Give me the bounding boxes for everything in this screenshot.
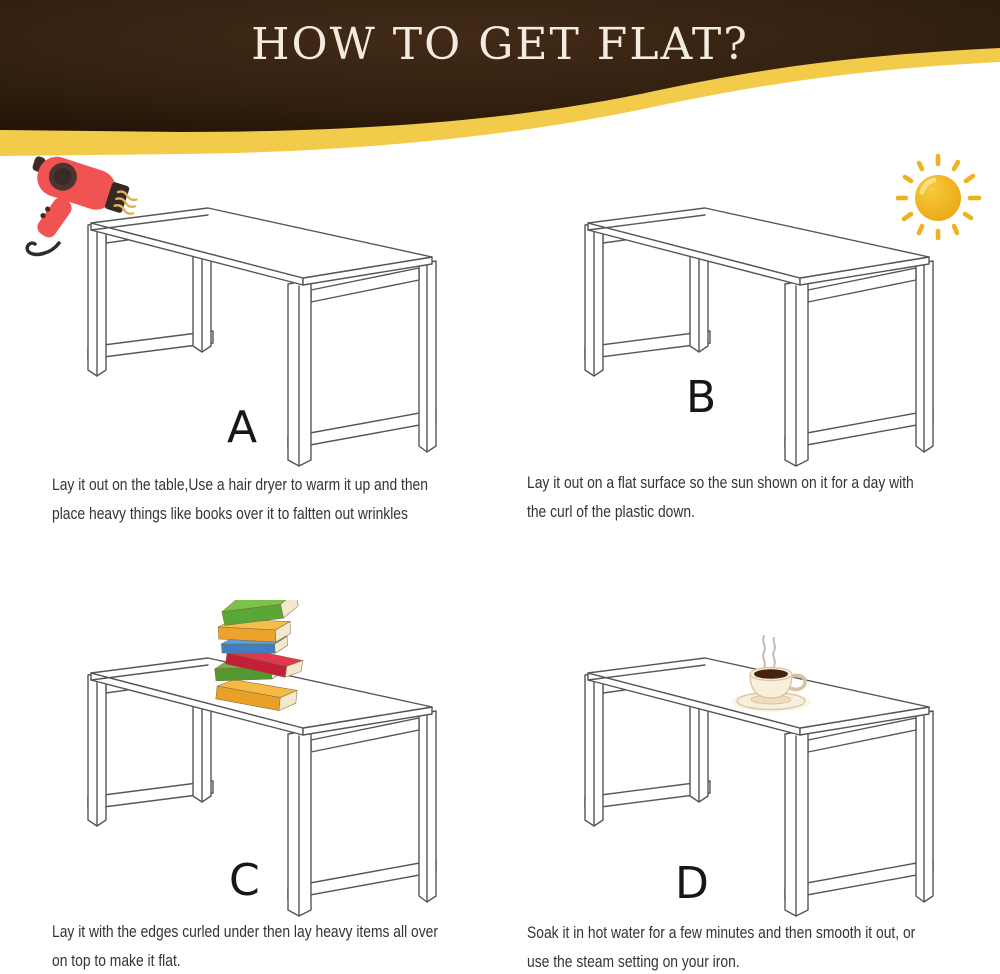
caption-a <box>52 471 428 529</box>
caption-d <box>527 919 915 974</box>
caption-b <box>527 469 914 527</box>
step-letter-a: A <box>227 402 258 453</box>
caption-a-line2: place heavy things like books over it to faltten out wrinkles <box>52 505 408 523</box>
caption-d-line1: Soak it in hot water for a few minutes and then smooth it out, or <box>527 924 916 942</box>
caption-a-line1: Lay it out on the table,Use a hair dryer to warm it up and then <box>52 476 428 494</box>
hair-dryer-icon <box>15 148 140 263</box>
caption-c-line2: on top to make it flat. <box>52 952 181 970</box>
step-letter-c: C <box>229 855 260 906</box>
step-letter-d: D <box>675 858 709 909</box>
page-title: HOW TO GET FLAT? <box>251 19 749 70</box>
step-letter-b: B <box>686 372 717 423</box>
caption-b-line1: Lay it out on a flat surface so the sun shown on it for a day with <box>527 474 914 492</box>
sun-icon <box>892 152 984 244</box>
coffee-cup-icon <box>725 630 817 718</box>
caption-b-line2: the curl of the plastic down. <box>527 503 695 521</box>
caption-d-line2: use the steam setting on your iron. <box>527 953 740 971</box>
books-icon <box>212 600 312 715</box>
caption-c-line1: Lay it with the edges curled under then lay heavy items all over <box>52 923 438 941</box>
table-illustration-b <box>582 200 942 480</box>
caption-c <box>52 918 438 974</box>
